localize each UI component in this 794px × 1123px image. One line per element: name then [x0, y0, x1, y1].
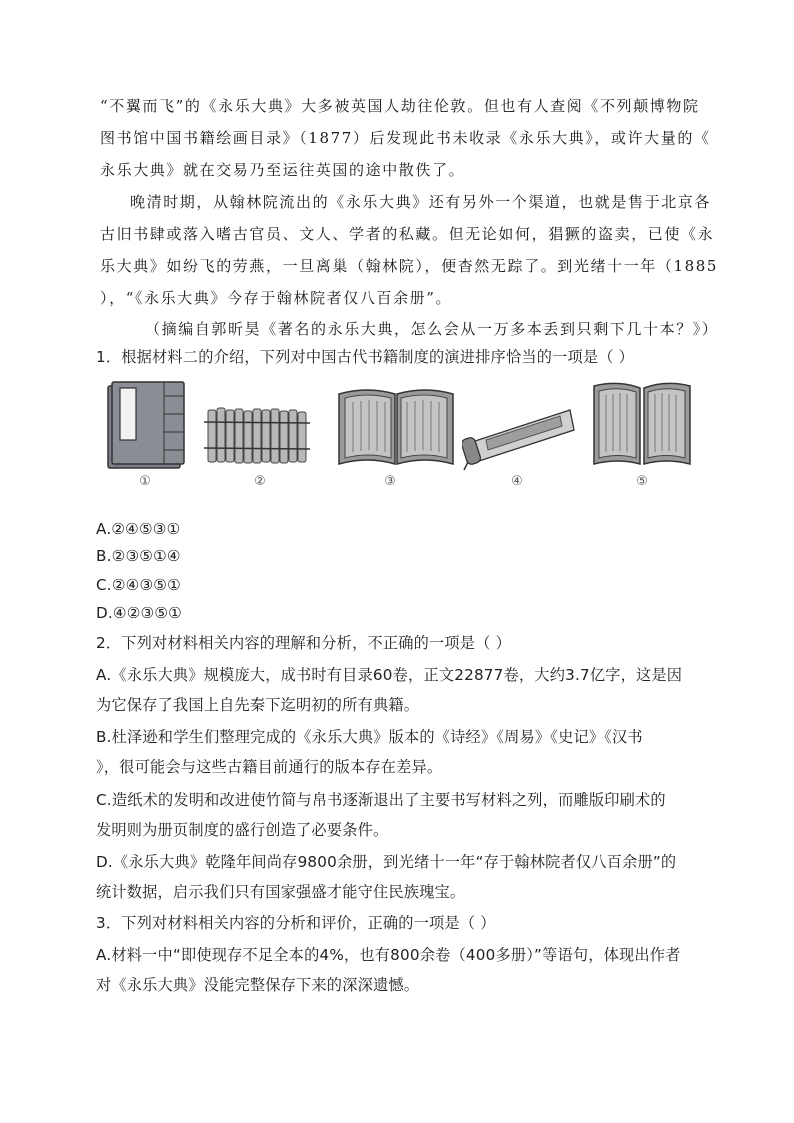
book-forms-figure [100, 378, 694, 496]
question-1-option-a[interactable]: A.②④⑤③① [96, 520, 181, 538]
passage-line-5: 古旧书肆或落入嗜古官员、文人、学者的私藏。但无论如何，猖獗的盗卖，已使《永 [100, 225, 715, 243]
passage-line-4: 晚清时期，从翰林院流出的《永乐大典》还有另外一个渠道，也就是售于北京各 [130, 193, 712, 211]
question-3-option-a-line-1[interactable]: A.材料一中“即使现存不足全本的4%，也有800余卷（400多册）”等语句，体现出作者 [96, 946, 681, 964]
passage-line-1: “不翼而飞”的《永乐大典》大多被英国人劫往伦敦。但也有人查阅《不列颠博物院 [100, 97, 700, 115]
thread-bound-book-icon [106, 378, 186, 474]
passage-line-7: ），“《永乐大典》今存于翰林院者仅八百余册”。 [100, 289, 453, 307]
wrapped-back-binding-book-icon [590, 378, 694, 474]
figure-label-5: ⑤ [636, 474, 648, 489]
question-1-option-b[interactable]: B.②③⑤①④ [96, 547, 181, 565]
question-2-option-d-line-1[interactable]: D.《永乐大典》乾隆年间尚存9800余册，到光绪十一年“存于翰林院者仅八百余册”的 [96, 853, 677, 871]
question-2-option-a-line-2[interactable]: 为它保存了我国上自先秦下迄明初的所有典籍。 [96, 696, 420, 714]
question-2-option-a-line-1[interactable]: A.《永乐大典》规模庞大，成书时有目录60卷，正文22877卷，大约3.7亿字，这是因 [96, 666, 683, 684]
question-1-option-c[interactable]: C.②④③⑤① [96, 576, 181, 594]
question-2-option-c-line-2[interactable]: 发明则为册页制度的盛行创造了必要条件。 [96, 821, 389, 839]
scroll-icon [462, 404, 576, 476]
question-3-option-a-line-2[interactable]: 对《永乐大典》没能完整保存下来的深深遗憾。 [96, 976, 420, 994]
question-2-option-b-line-1[interactable]: B.杜泽逊和学生们整理完成的《永乐大典》版本的《诗经》《周易》《史记》《汉书 [96, 728, 643, 746]
butterfly-binding-book-icon [335, 384, 457, 472]
figure-label-2: ② [254, 474, 266, 489]
passage-line-3: 永乐大典》就在交易乃至运往英国的途中散佚了。 [100, 161, 466, 179]
passage-source: （摘编自郭昕昊《著名的永乐大典，怎么会从一万多本丢到只剩下几十本？》） [145, 320, 719, 338]
figure-label-1: ① [139, 474, 151, 489]
figure-label-3: ③ [384, 474, 396, 489]
question-3-stem: 3．下列对材料相关内容的分析和评价，正确的一项是（ ） [96, 914, 496, 932]
question-2-stem: 2．下列对材料相关内容的理解和分析，不正确的一项是（ ） [96, 634, 511, 652]
question-1-stem: 1．根据材料二的介绍，下列对中国古代书籍制度的演进排序恰当的一项是（ ） [96, 348, 635, 366]
bamboo-slips-icon [202, 406, 312, 472]
question-2-option-c-line-1[interactable]: C.造纸术的发明和改进使竹简与帛书逐渐退出了主要书写材料之列，而雕版印刷术的 [96, 791, 666, 809]
figure-label-4: ④ [511, 474, 523, 489]
passage-line-2: 图书馆中国书籍绘画目录》（1877）后发现此书未收录《永乐大典》，或许大量的《 [100, 129, 711, 147]
question-2-option-b-line-2[interactable]: 》，很可能会与这些古籍目前通行的版本存在差异。 [96, 758, 443, 776]
passage-line-6: 乐大典》如纷飞的劳燕，一旦离巢（翰林院），便杳然无踪了。到光绪十一年（1885 [100, 257, 719, 275]
question-2-option-d-line-2[interactable]: 统计数据，启示我们只有国家强盛才能守住民族瑰宝。 [96, 883, 466, 901]
question-1-option-d[interactable]: D.④②③⑤① [96, 604, 182, 622]
